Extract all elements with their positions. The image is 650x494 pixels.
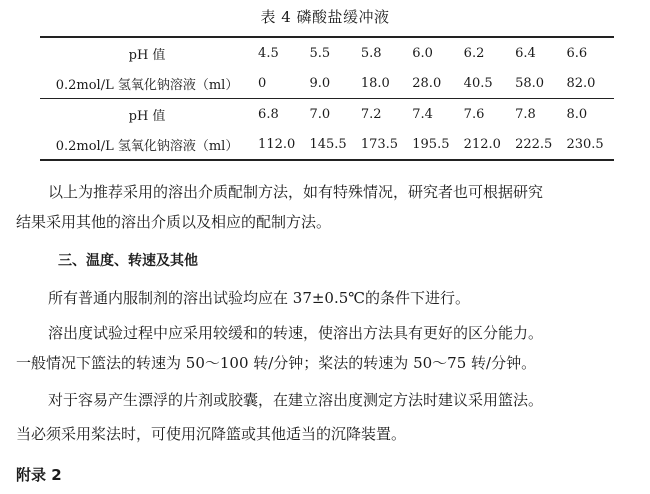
section-heading: 三、温度、转速及其他 bbox=[58, 253, 198, 269]
ph-value: 6.0 bbox=[408, 37, 459, 68]
naoh-value: 0 bbox=[258, 75, 267, 91]
appendix-heading: 附录 2 bbox=[16, 466, 62, 484]
naoh-value: 112.0 bbox=[254, 129, 305, 160]
ph-value: 4.5 bbox=[254, 37, 305, 68]
ph-value: 7.2 bbox=[357, 99, 408, 130]
naoh-value: 28.0 bbox=[412, 75, 442, 91]
ph-value: 8.0 bbox=[562, 99, 614, 130]
table-row-naoh-2 bbox=[40, 129, 614, 160]
paragraph-4-line-1: 对于容易产生漂浮的片剂或胶囊，在建立溶出度测定方法时建议采用篮法。 bbox=[48, 391, 544, 409]
paragraph-3-line-2: 一般情况下篮法的转速为 50～100 转/分钟；桨法的转速为 50～75 转/分钟。 bbox=[16, 354, 537, 372]
naoh-value: 230.5 bbox=[562, 129, 614, 160]
naoh-value: 18.0 bbox=[360, 75, 390, 91]
phosphate-buffer-table bbox=[40, 36, 614, 161]
row-label-ph: pH 值 bbox=[40, 99, 254, 130]
paragraph-2: 所有普通内服制剂的溶出试验均应在 37±0.5℃的条件下进行。 bbox=[48, 289, 471, 307]
ph-value: 5.5 bbox=[305, 37, 356, 68]
table-title: 表 4 磷酸盐缓冲液 bbox=[260, 8, 390, 26]
ph-value: 6.8 bbox=[254, 99, 305, 130]
naoh-value: 222.5 bbox=[511, 129, 562, 160]
paragraph-1-line-2: 结果采用其他的溶出介质以及相应的配制方法。 bbox=[16, 213, 332, 231]
naoh-value: 58.0 bbox=[515, 75, 545, 91]
ph-value: 6.4 bbox=[511, 37, 562, 68]
ph-value: 5.8 bbox=[357, 37, 408, 68]
paragraph-1-line-1: 以上为推荐采用的溶出介质配制方法，如有特殊情况，研究者也可根据研究 bbox=[48, 183, 544, 201]
naoh-value: 40.5 bbox=[463, 75, 493, 91]
ph-value: 7.6 bbox=[460, 99, 511, 130]
naoh-value: 212.0 bbox=[460, 129, 511, 160]
naoh-value: 195.5 bbox=[408, 129, 459, 160]
naoh-value: 9.0 bbox=[309, 75, 331, 91]
table-row-ph-2 bbox=[40, 99, 614, 130]
row-label-naoh: 0.2mol/L 氢氧化钠溶液（ml） bbox=[40, 129, 254, 160]
ph-value: 7.4 bbox=[408, 99, 459, 130]
ph-value: 6.2 bbox=[460, 37, 511, 68]
paragraph-3-line-1: 溶出度试验过程中应采用较缓和的转速，使溶出方法具有更好的区分能力。 bbox=[48, 324, 544, 342]
ph-value: 7.0 bbox=[305, 99, 356, 130]
table-row-ph-1 bbox=[40, 37, 614, 68]
row-label-naoh: 0.2mol/L 氢氧化钠溶液（ml） bbox=[55, 77, 239, 93]
naoh-value: 82.0 bbox=[566, 75, 596, 91]
ph-value: 6.6 bbox=[562, 37, 614, 68]
row-label-ph: pH 值 bbox=[40, 37, 254, 68]
table-row-naoh-1 bbox=[40, 68, 614, 99]
paragraph-4-line-2: 当必须采用桨法时，可使用沉降篮或其他适当的沉降装置。 bbox=[16, 425, 407, 443]
naoh-value: 145.5 bbox=[305, 129, 356, 160]
naoh-value: 173.5 bbox=[357, 129, 408, 160]
ph-value: 7.8 bbox=[511, 99, 562, 130]
